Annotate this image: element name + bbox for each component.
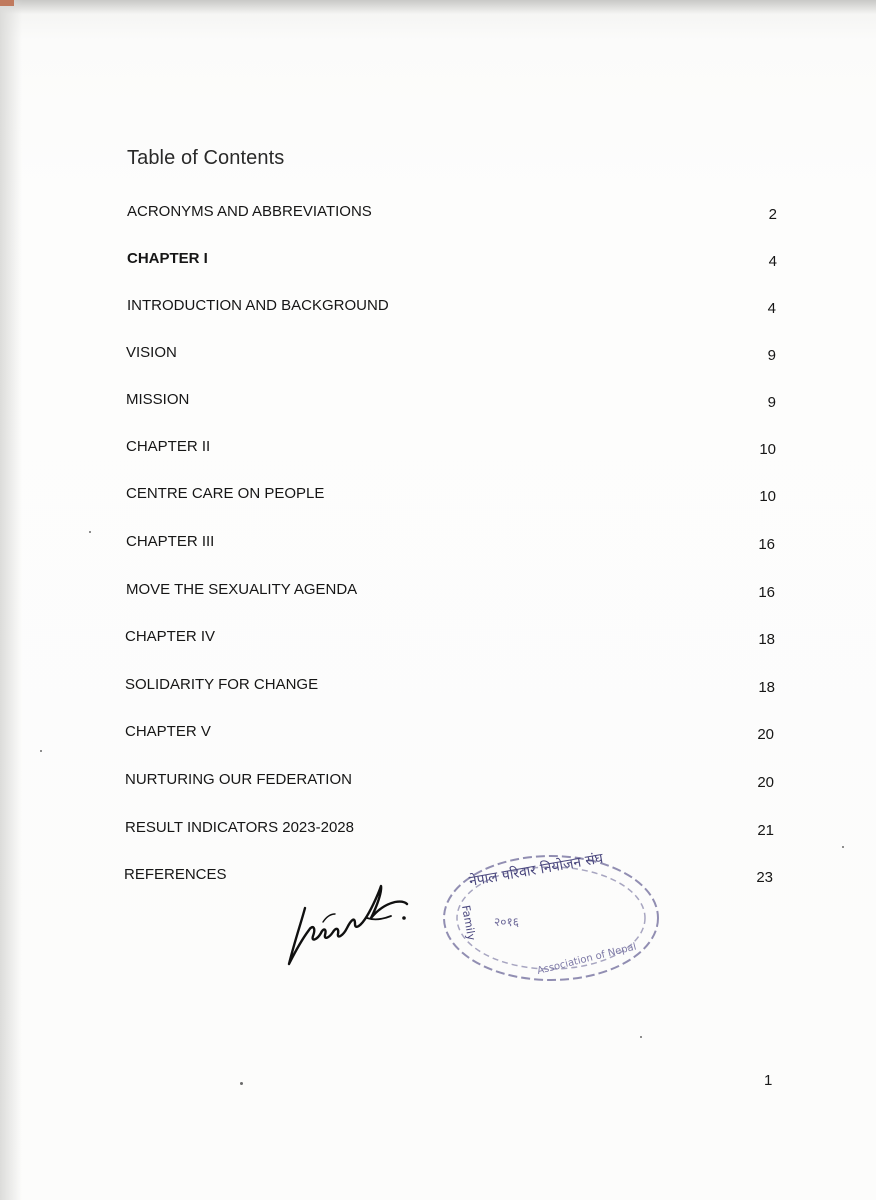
toc-entry-page: 10: [759, 488, 776, 505]
toc-entry-page: 16: [758, 536, 775, 553]
toc-entry-label: NURTURING OUR FEDERATION: [125, 771, 352, 788]
organization-stamp: [440, 850, 662, 986]
toc-entry-page: 20: [757, 774, 774, 791]
toc-entry[interactable]: [126, 438, 776, 460]
toc-entry-page: 9: [767, 347, 776, 364]
toc-entry[interactable]: [126, 391, 776, 413]
toc-entry-page: 10: [759, 441, 776, 458]
toc-entry-page: 20: [757, 726, 774, 743]
toc-entry-label: CENTRE CARE ON PEOPLE: [126, 485, 325, 502]
scan-shadow-left: [0, 0, 22, 1200]
toc-entry[interactable]: [125, 771, 774, 793]
toc-entry[interactable]: [126, 581, 775, 603]
scan-speck: [640, 1036, 642, 1038]
toc-entry[interactable]: [125, 676, 775, 698]
toc-entry[interactable]: [126, 533, 775, 555]
toc-entry-label: CHAPTER IV: [125, 628, 216, 645]
toc-entry-label: CHAPTER I: [127, 250, 208, 267]
stamp-bottom-text: Association of Nepal: [536, 941, 638, 977]
toc-entry[interactable]: [125, 723, 774, 745]
scan-speck: [40, 750, 42, 752]
page-number: 1: [764, 1072, 773, 1089]
toc-entry-label: VISION: [126, 344, 177, 361]
toc-entry[interactable]: [127, 203, 777, 225]
toc-entry[interactable]: [127, 297, 776, 319]
toc-entry-label: MOVE THE SEXUALITY AGENDA: [126, 581, 358, 598]
toc-entry-page: 18: [758, 679, 775, 696]
toc-entry-page: 9: [767, 394, 776, 411]
toc-entry[interactable]: [126, 485, 776, 507]
toc-entry-label: CHAPTER V: [125, 723, 211, 740]
toc-entry-page: 21: [757, 822, 774, 839]
toc-entry-label: CHAPTER II: [126, 438, 211, 455]
toc-entry-page: 4: [767, 300, 776, 317]
scan-corner-mark: [0, 0, 14, 6]
toc-entry-label: RESULT INDICATORS 2023-2028: [125, 819, 354, 836]
toc-entry[interactable]: [126, 344, 776, 366]
toc-title: Table of Contents: [127, 147, 285, 169]
toc-entry-label: INTRODUCTION AND BACKGROUND: [127, 297, 389, 314]
toc-entry-page: 16: [758, 584, 775, 601]
toc-entry-label: MISSION: [126, 391, 190, 408]
scan-speck: [240, 1082, 243, 1085]
toc-entry-label: SOLIDARITY FOR CHANGE: [125, 676, 319, 693]
toc-entry-label: REFERENCES: [124, 866, 227, 883]
scan-speck: [842, 846, 844, 848]
toc-entry-page: 4: [768, 253, 777, 270]
toc-entry[interactable]: [125, 628, 775, 650]
stamp-left-text: Family: [459, 904, 478, 942]
toc-entry[interactable]: [125, 819, 774, 841]
toc-entry-page: 18: [758, 631, 775, 648]
toc-entry-page: 23: [756, 869, 773, 886]
toc-entry-label: CHAPTER III: [126, 533, 215, 550]
scan-shadow-top: [0, 0, 876, 14]
toc-entry-page: 2: [768, 206, 777, 223]
scan-speck: [89, 531, 91, 533]
toc-entry[interactable]: [127, 250, 777, 272]
toc-entry-label: ACRONYMS AND ABBREVIATIONS: [127, 203, 372, 220]
stamp-top-text: नेपाल परिवार नियोजन संघ: [467, 850, 605, 890]
signature: [283, 878, 413, 968]
stamp-year-text: २०१६: [494, 915, 519, 929]
